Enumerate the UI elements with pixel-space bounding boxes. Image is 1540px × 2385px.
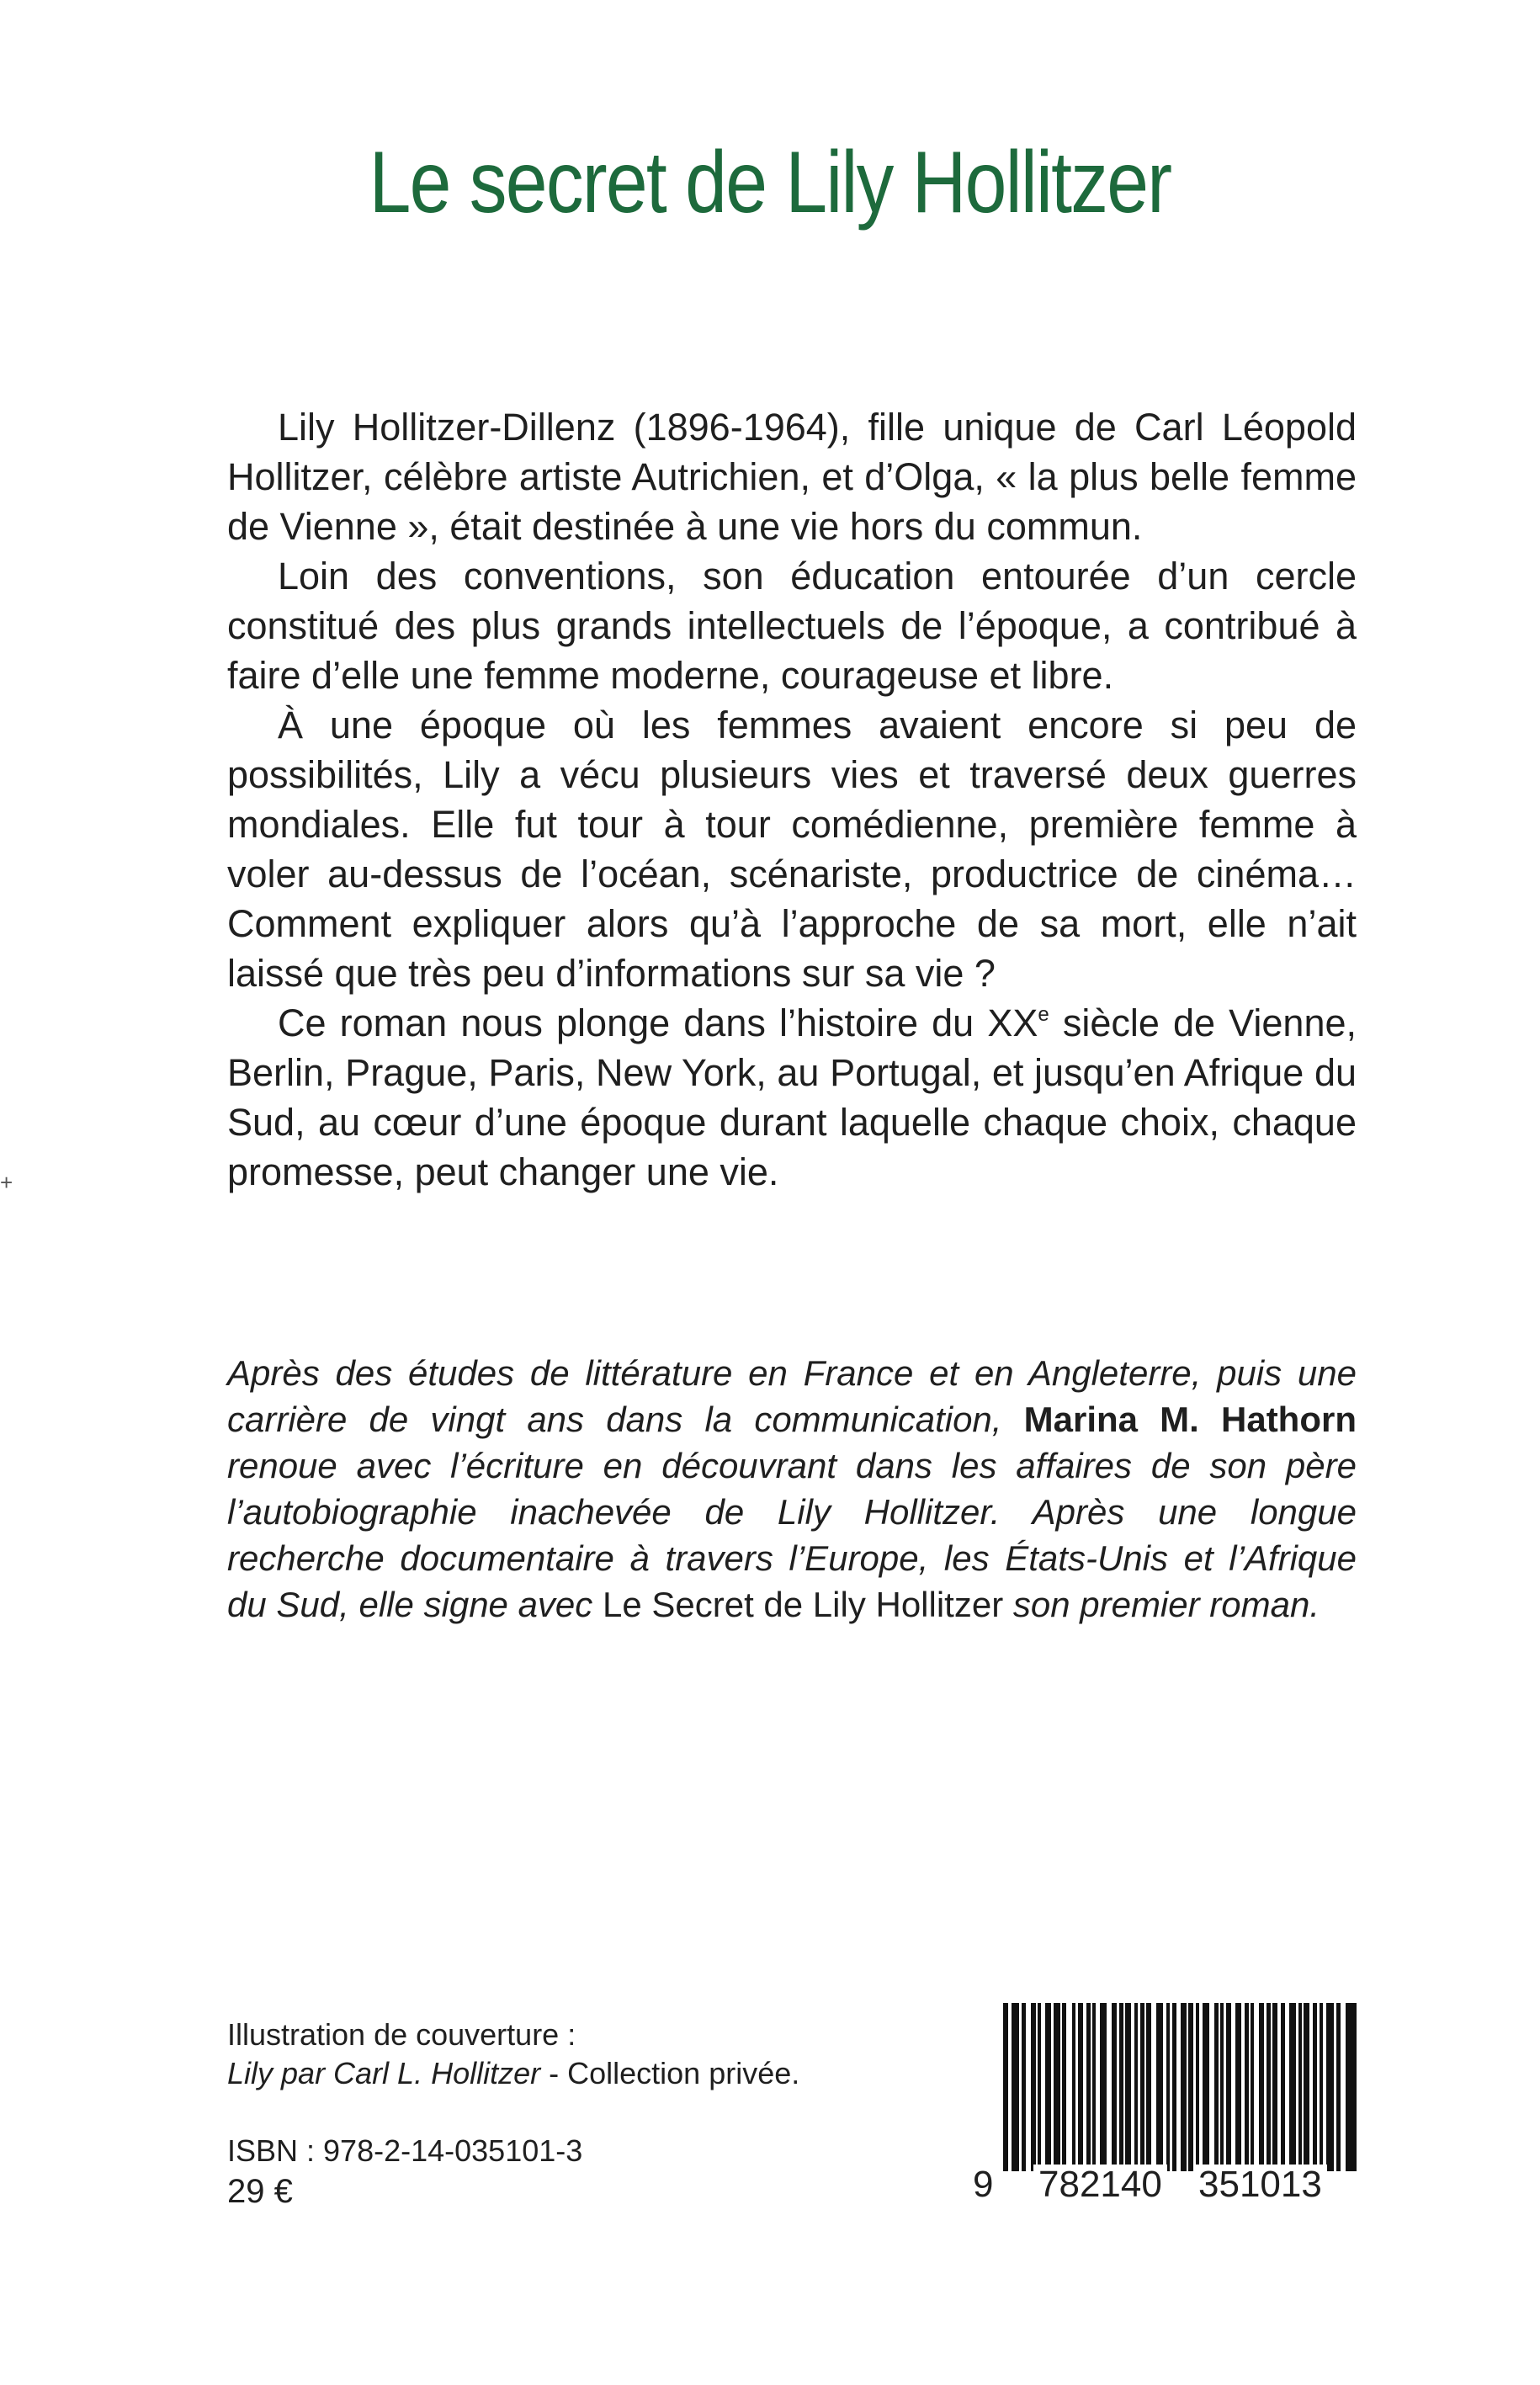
barcode-gap [1151,2003,1156,2171]
barcode-gap [1083,2003,1086,2171]
crop-mark: + [0,1170,13,1195]
barcode-gap [1117,2003,1119,2171]
illustration-credit: Lily par Carl L. Hollitzer [227,2056,541,2090]
barcode-gap [1341,2003,1346,2171]
barcode-gap [1241,2003,1245,2171]
barcode-gap [1302,2003,1304,2171]
barcode-gap [1123,2003,1125,2171]
barcode-gap [1066,2003,1072,2171]
barcode-gap [1144,2003,1146,2171]
bio-text-part: renoue avec l’écriture en découvrant dans les affaires de son père l’autobiographie inachevée de Lily Hollitzer. Après une longue recherche documentaire à travers l’Europe, les États-Unis et l’Afrique du Sud, elle signe avec [227,1446,1357,1624]
barcode-gap [1163,2003,1166,2171]
barcode-gap [1199,2003,1203,2171]
barcode-gap [1187,2003,1188,2171]
author-bio [227,1350,1357,1628]
bio-text-part: son premier roman. [1003,1585,1320,1624]
summary-text-part: siècle de Vienne, Berlin, Prague, Paris, New York, au Portugal, et jusqu’en Afrique du Sud, au cœur d’une époque durant laquelle chaque choix, chaque promesse, peut changer une vie. [227,1001,1357,1193]
barcode-gap [1075,2003,1078,2171]
barcode-bars [1003,2003,1357,2171]
barcode-gap [1219,2003,1220,2171]
barcode-gap [1170,2003,1172,2171]
barcode-gap [1224,2003,1226,2171]
barcode-gap [1176,2003,1181,2171]
barcode-gap [1277,2003,1281,2171]
author-bio-paragraph [227,1350,1357,1628]
barcode-digits [968,2165,1363,2205]
barcode-gap [1041,2003,1045,2171]
barcode-gap [1131,2003,1134,2171]
illustration-label: Illustration de couverture : [227,2017,576,2052]
barcode-gap [1096,2003,1100,2171]
barcode-gap [1051,2003,1054,2171]
barcode-digit-group-right: 351013 [1193,2165,1327,2205]
century-superscript: e [1038,1003,1049,1026]
summary-paragraph: Lily Hollitzer-Dillenz (1896-1964), fille unique de Carl Léopold Hollitzer, célèbre artiste Autrichien, et d’Olga, « la plus belle femme de Vienne », était destinée à une vie hors du commun. [227,406,1357,548]
barcode-gap [1036,2003,1038,2171]
bio-book-title: Le Secret de Lily Hollitzer [602,1585,1004,1624]
barcode-gap [1026,2003,1031,2171]
summary-text [227,402,1357,1197]
barcode-digit-first: 9 [968,2165,998,2205]
barcode-gap [1309,2003,1313,2171]
barcode-gap [1249,2003,1251,2171]
barcode [968,2003,1363,2205]
barcode-gap [1323,2003,1326,2171]
bio-text-part: Après des études de littérature en France et en Angleterre, puis une carrière de vingt ans dans la communication, [227,1353,1357,1439]
barcode-digit-group-left: 782140 [1033,2165,1167,2205]
illustration-source: - Collection privée. [540,2056,800,2090]
barcode-gap [1060,2003,1062,2171]
barcode-gap [1091,2003,1092,2171]
barcode-gap [1334,2003,1336,2171]
summary-paragraph [227,998,1357,1197]
isbn: ISBN : 978-2-14-035101-3 [227,2133,583,2168]
barcode-gap [1231,2003,1235,2171]
barcode-gap [1271,2003,1272,2171]
publication-info [227,2016,799,2211]
author-name: Marina M. Hathorn [1023,1400,1357,1439]
barcode-gap [1019,2003,1022,2171]
barcode-gap [1107,2003,1112,2171]
barcode-gap [1254,2003,1259,2171]
summary-paragraph: À une époque où les femmes avaient encore si peu de possibilités, Lily a vécu plusieurs vies et traversé deux guerres mondiales. Elle fut tour à tour comédienne, première femme à voler au-dessus de l’océan, scénariste, productrice de cinéma… Comment expliquer alors qu’à l’approche de sa mort, elle n’ait laissé que très peu d’informations sur sa vie ? [227,704,1357,995]
barcode-gap [1138,2003,1140,2171]
barcode-gap [1317,2003,1320,2171]
barcode-gap [1264,2003,1267,2171]
barcode-gap [1209,2003,1214,2171]
book-title: Le secret de Lily Hollitzer [369,134,1171,231]
barcode-gap [1296,2003,1298,2171]
summary-paragraph: Loin des conventions, son éducation entourée d’un cercle constitué des plus grands intellectuels de l’époque, a contribué à faire d’elle une femme moderne, courageuse et libre. [227,555,1357,697]
barcode-gap [1193,2003,1196,2171]
price: 29 € [227,2173,293,2210]
barcode-gap [1285,2003,1289,2171]
barcode-gap [1008,2003,1012,2171]
summary-text-part: Ce roman nous plonge dans l’histoire du XX [278,1001,1038,1044]
illustration-credit-line [227,2054,799,2093]
